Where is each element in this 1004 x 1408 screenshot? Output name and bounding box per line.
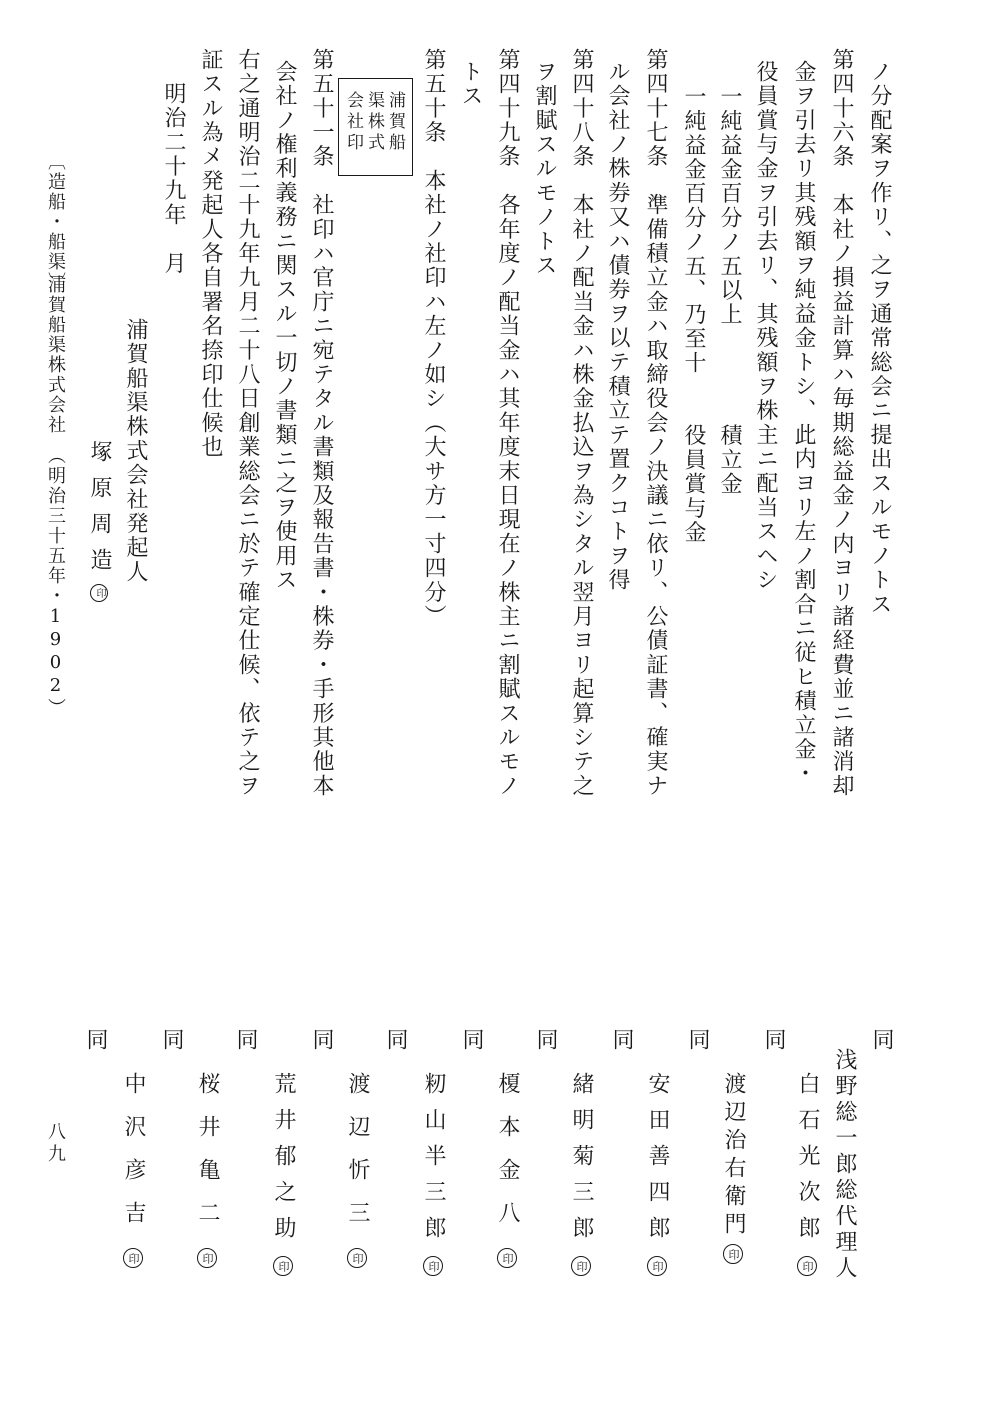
- seal-stamp-icon: 印: [273, 1256, 293, 1276]
- seal-stamp-icon: 印: [90, 584, 108, 602]
- signatory-name: 桜井亀二印: [196, 1072, 218, 1268]
- seal-stamp-icon: 印: [123, 1248, 143, 1268]
- article-46-item-2: 一純益金百分ノ五、乃至十 役員賞与金: [681, 85, 706, 545]
- signatory-name: 塚原周造: [87, 440, 112, 584]
- seal-stamp-icon: 印: [797, 1256, 817, 1276]
- signatory-name: 白石光次郎印: [796, 1072, 818, 1276]
- signatory-name: 緒明菊三郎印: [570, 1072, 592, 1276]
- article-line-0: ノ分配案ヲ作リ、之ヲ通常総会ニ提出スルモノトス: [867, 60, 892, 617]
- seal-stamp-icon: 印: [197, 1248, 217, 1268]
- company-promoter-line: 浦賀船渠株式会社発起人: [123, 318, 148, 585]
- article-47-line-1: 第四十七条 準備積立金ハ取締役会ノ決議ニ依リ、公債証書、確実ナ: [643, 48, 668, 799]
- article-46-line-2: 金ヲ引去リ其残額ヲ純益金トシ、此内ヨリ左ノ割合ニ従ヒ積立金・: [791, 60, 816, 786]
- article-47-line-2: ル会社ノ株券又ハ債券ヲ以テ積立テ置クコトヲ得: [605, 60, 630, 593]
- dou-mark: 同: [459, 1028, 484, 1053]
- seal-text-2: 渠株式: [364, 91, 384, 154]
- seal-text-3: 会社印: [343, 91, 363, 154]
- signatory-name: 籾山半三郎印: [422, 1072, 444, 1276]
- article-46-line-1: 第四十六条 本社ノ損益計算ハ毎期総益金ノ内ヨリ諸経費並ニ諸消却: [829, 48, 854, 799]
- dou-mark: 同: [233, 1028, 258, 1053]
- dou-mark: 同: [685, 1028, 710, 1053]
- seal-stamp-icon: 印: [647, 1256, 667, 1276]
- article-48-line-1: 第四十八条 本社ノ配当金ハ株金払込ヲ為シタル翌月ヨリ起算シテ之: [569, 48, 594, 799]
- signatory-name: 安田善四郎印: [646, 1072, 668, 1276]
- signatory-name: 中沢彦吉印: [122, 1072, 144, 1268]
- dou-mark: 同: [761, 1028, 786, 1053]
- signatory-name: 渡辺忻三印: [346, 1072, 368, 1268]
- seal-stamp-icon: 印: [723, 1244, 743, 1264]
- seal-stamp-icon: 印: [497, 1248, 517, 1268]
- signatory-name: 荒井郁之助印: [272, 1072, 294, 1276]
- seal-text-1: 浦賀船: [385, 91, 405, 154]
- article-46-line-3: 役員賞与金ヲ引去リ、其残額ヲ株主ニ配当スヘシ: [753, 60, 778, 593]
- dou-mark: 同: [383, 1028, 408, 1053]
- seal-stamp-icon: 印: [571, 1256, 591, 1276]
- footer-source: 浦賀船渠株式会社 （明治三十五年・1902）: [45, 275, 66, 718]
- signatory: [88, 440, 110, 602]
- dou-mark: 同: [309, 1028, 334, 1053]
- dou-mark: 同: [533, 1028, 558, 1053]
- article-51-line-2: 会社ノ権利義務ニ関スル一切ノ書類ニ之ヲ使用ス: [272, 60, 297, 593]
- article-46-item-1: 一純益金百分ノ五以上 積立金: [717, 85, 742, 497]
- footer-category-label: 〔造船・船渠〕: [45, 152, 66, 292]
- dou-mark: 同: [609, 1028, 634, 1053]
- article-49-line-2: トス: [458, 60, 483, 109]
- date-line: 明治二十九年 月: [161, 82, 186, 276]
- signatory-name: 榎本金八印: [496, 1072, 518, 1268]
- company-seal: [338, 78, 413, 176]
- dou-mark: 同: [869, 1028, 894, 1053]
- article-51-line-1: 第五十一条 社印ハ官庁ニ宛テタル書類及報告書・株券・手形其他本: [309, 48, 334, 799]
- closing-line-2: 証スル為メ発起人各自署名捺印仕候也: [198, 48, 223, 460]
- dou-mark: 同: [159, 1028, 184, 1053]
- article-50: 第五十条 本社ノ社印ハ左ノ如シ（大サ方一寸四分）: [421, 48, 446, 629]
- article-48-line-2: ヲ割賦スルモノトス: [532, 60, 557, 278]
- proxy-line: 浅野総一郎総代理人: [832, 1048, 857, 1282]
- signatory-name: 渡辺治右衛門印: [722, 1072, 744, 1264]
- article-49-line-1: 第四十九条 各年度ノ配当金ハ其年度末日現在ノ株主ニ割賦スルモノ: [495, 48, 520, 799]
- page-number: 八九: [45, 1122, 66, 1166]
- seal-stamp-icon: 印: [347, 1248, 367, 1268]
- dou-mark: 同: [83, 1028, 108, 1053]
- closing-line-1: 右之通明治二十九年九月二十八日創業総会ニ於テ確定仕候、依テ之ヲ: [235, 48, 260, 799]
- seal-stamp-icon: 印: [423, 1256, 443, 1276]
